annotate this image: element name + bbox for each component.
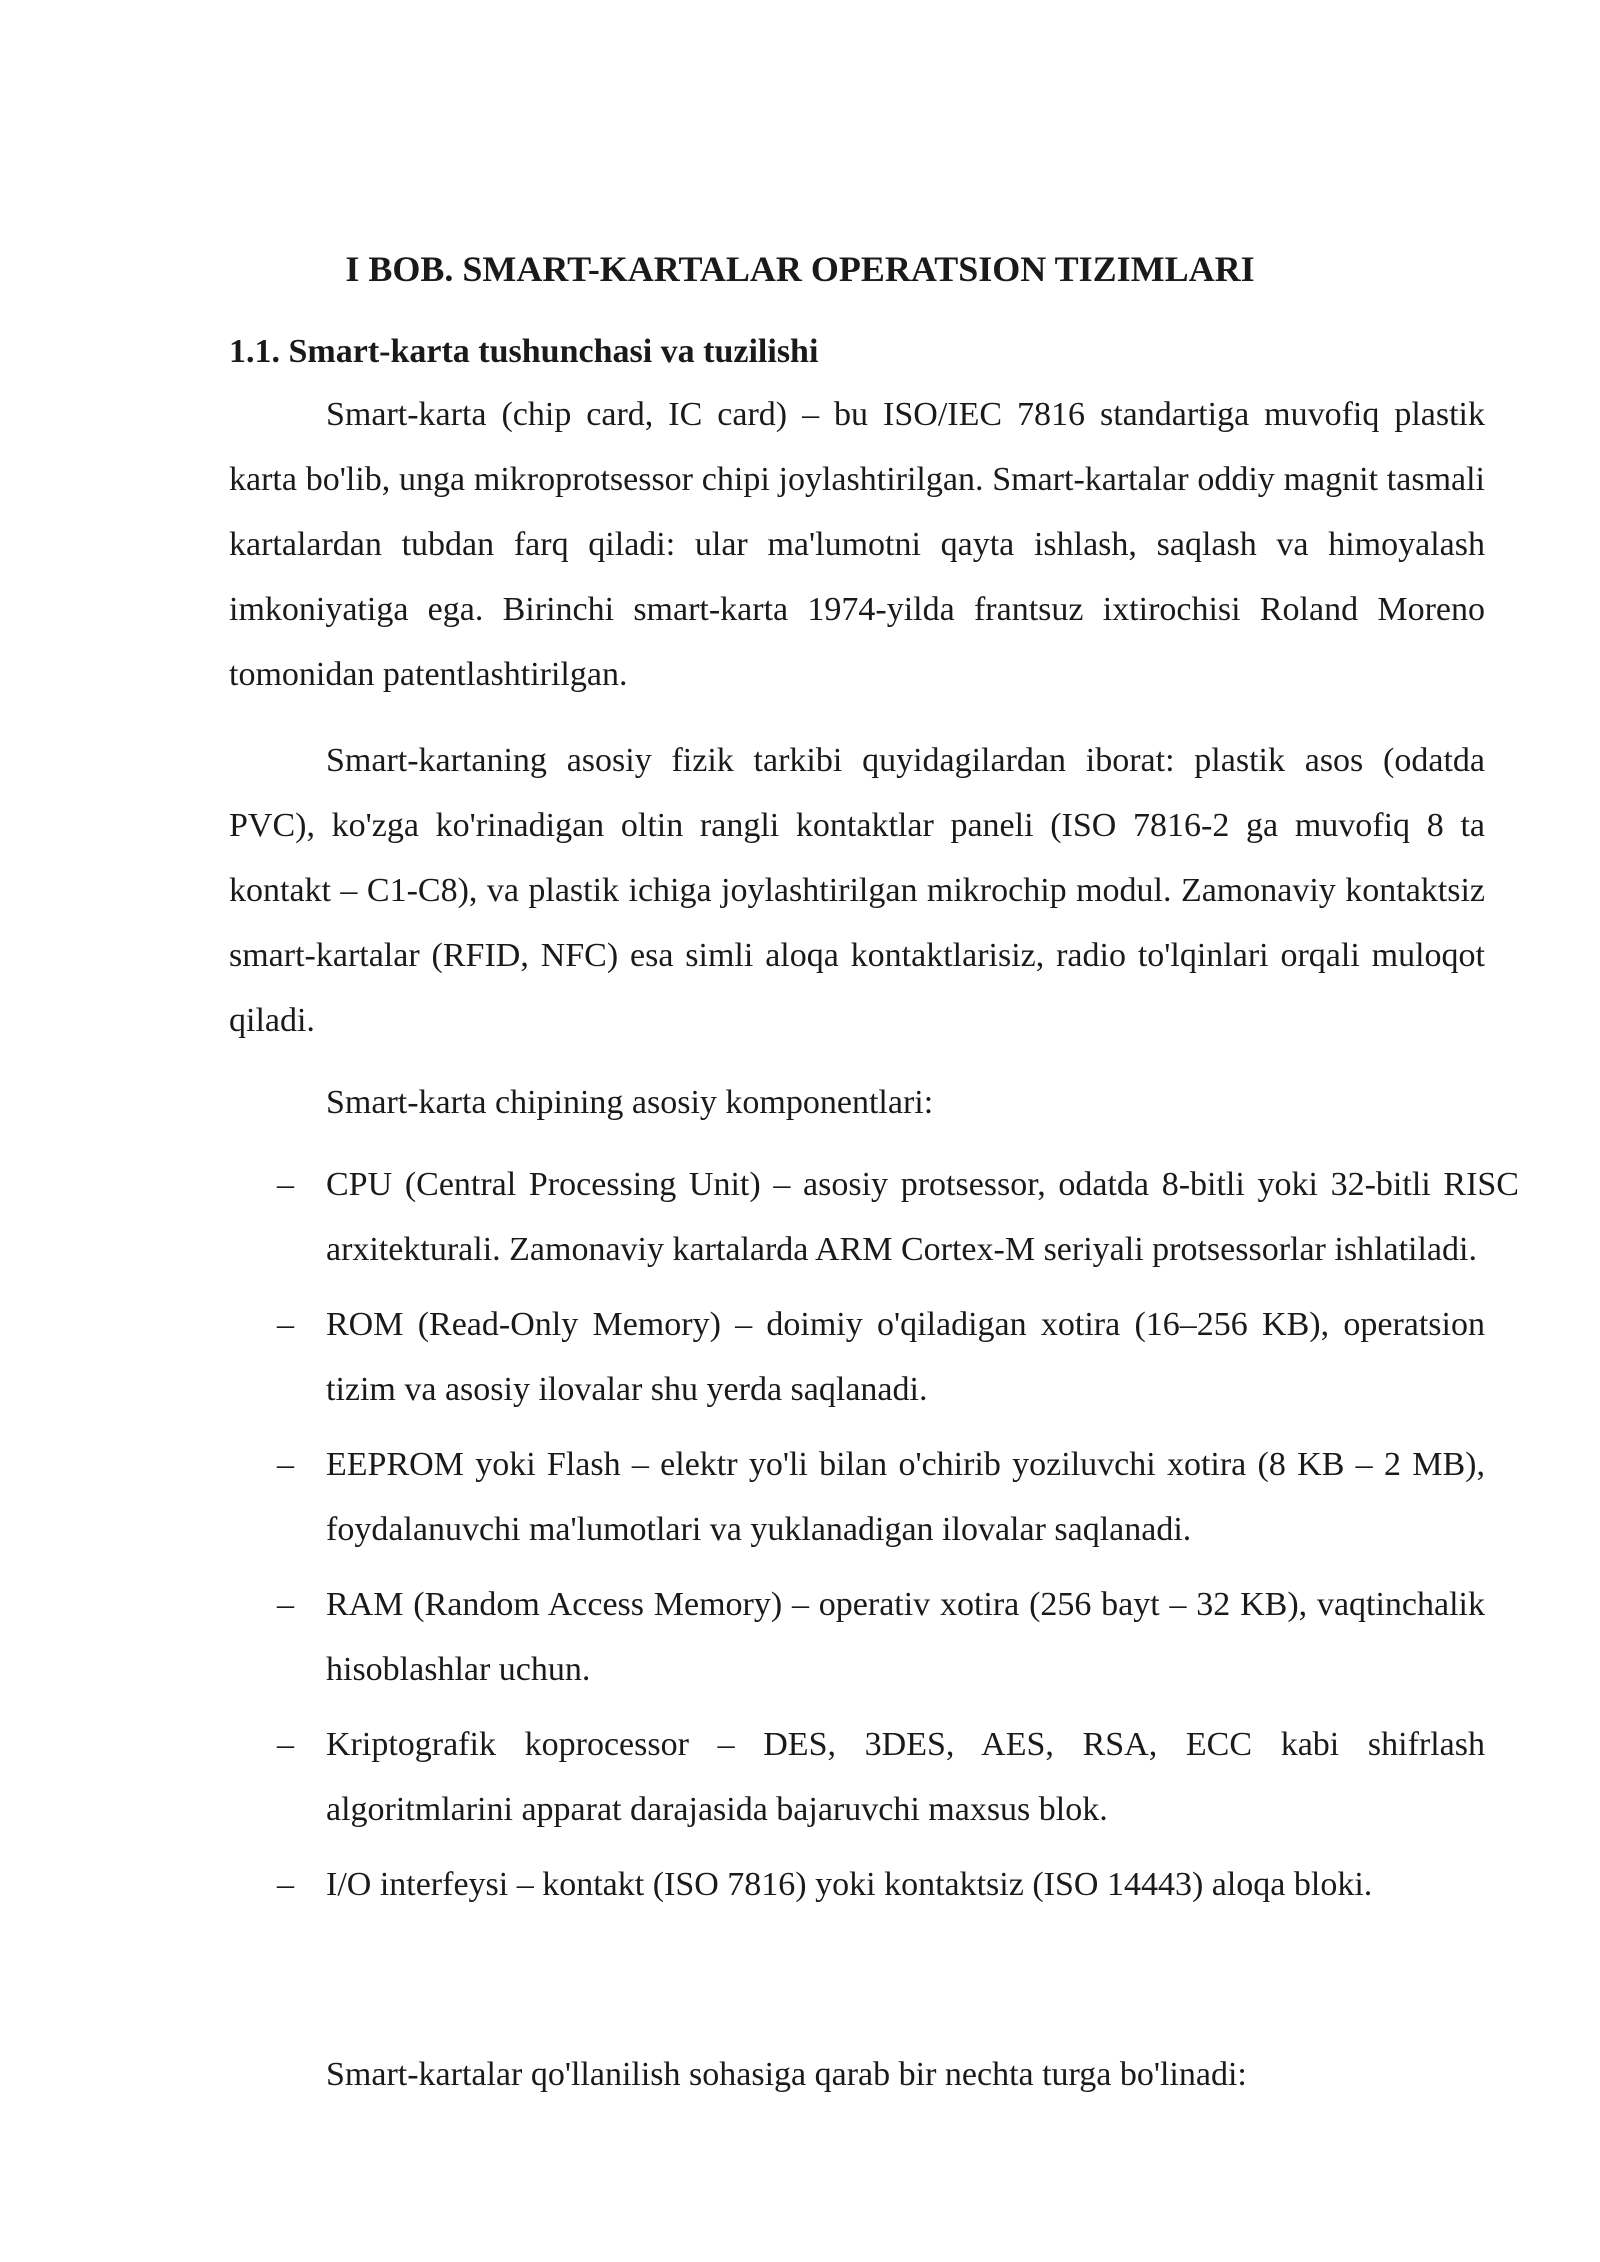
list-item-text: RAM (Random Access Memory) – operativ xotira (256 bayt – 32 KB), vaqtinchalik hisoblashlar uchun. (326, 1586, 1485, 1688)
paragraph-components-intro: Smart-karta chipining asosiy komponentlari: (326, 1084, 934, 1121)
list-bullet: – (277, 1726, 294, 1763)
list-bullet: – (277, 1586, 294, 1623)
paragraph-physical-structure: Smart-kartaning asosiy fizik tarkibi quyidagilardan iborat: plastik asos (odatda PVC), ko'zga ko'rinadigan oltin rangli kontaktlar paneli (ISO 7816-2 ga muvofiq 8 ta kontakt – C1-C8), va plastik ichiga joylashtirilgan mikrochip modul. Zamonaviy kontaktsiz smart-kartalar (RFID, NFC) esa simli aloqa kontaktlarisiz, radio to'lqinlari orqali muloqot qiladi. (229, 742, 1485, 1039)
list-bullet: – (277, 1306, 294, 1343)
chapter-title: I BOB. SMART-KARTALAR OPERATSION TIZIMLARI (345, 249, 1255, 289)
list-item-rom (229, 1292, 1519, 1422)
list-item-text: CPU (Central Processing Unit) – asosiy protsessor, odatda 8-bitli yoki 32-bitli RISC arxitekturali. Zamonaviy kartalarda ARM Cortex-M seriyali protsessorlar ishlatiladi. (326, 1166, 1519, 1268)
components-list (229, 1152, 1519, 1927)
list-item-io-interface (229, 1852, 1519, 1917)
list-item-text: EEPROM yoki Flash – elektr yo'li bilan o'chirib yoziluvchi xotira (8 KB – 2 MB), foydalanuvchi ma'lumotlari va yuklanadigan ilovalar saqlanadi. (326, 1446, 1485, 1548)
list-bullet: – (277, 1166, 294, 1203)
list-item-text: ROM (Read-Only Memory) – doimiy o'qiladigan xotira (16–256 KB), operatsion tizim va asosiy ilovalar shu yerda saqlanadi. (326, 1306, 1485, 1408)
paragraph-types-intro: Smart-kartalar qo'llanilish sohasiga qarab bir nechta turga bo'linadi: (326, 2056, 1247, 2093)
paragraph-definition: Smart-karta (chip card, IC card) – bu ISO/IEC 7816 standartiga muvofiq plastik karta bo'lib, unga mikroprotsessor chipi joylashtirilgan. Smart-kartalar oddiy magnit tasmali kartalardan tubdan farq qiladi: ular ma'lumotni qayta ishlash, saqlash va himoyalash imkoniyatiga ega. Birinchi smart-karta 1974-yilda frantsuz ixtirochisi Roland Moreno tomonidan patentlashtirilgan. (229, 396, 1485, 693)
section-heading: 1.1. Smart-karta tushunchasi va tuzilishi (229, 333, 819, 370)
list-bullet: – (277, 1446, 294, 1483)
list-item-text: I/O interfeysi – kontakt (ISO 7816) yoki kontaktsiz (ISO 14443) aloqa bloki. (326, 1866, 1373, 1903)
list-item-text: Kriptografik koprocessor – DES, 3DES, AES, RSA, ECC kabi shifrlash algoritmlarini apparat darajasida bajaruvchi maxsus blok. (326, 1726, 1485, 1828)
list-item-eeprom (229, 1432, 1519, 1562)
list-item-ram (229, 1572, 1519, 1702)
list-item-cpu (229, 1152, 1519, 1282)
list-bullet: – (277, 1866, 294, 1903)
list-item-crypto-coprocessor (229, 1712, 1519, 1842)
